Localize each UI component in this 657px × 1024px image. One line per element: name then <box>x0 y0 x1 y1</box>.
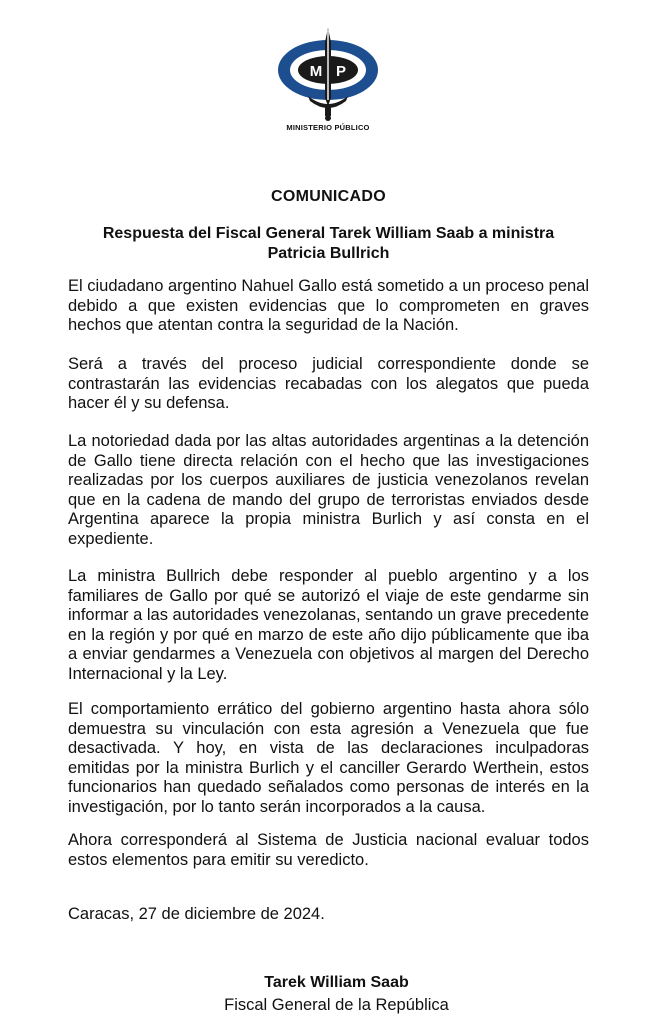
signature-title: Fiscal General de la República <box>224 996 449 1014</box>
paragraph-2: Será a través del proceso judicial correspondiente donde se contrastarán las evidencias recabadas con los alegatos que pueda hacer él y su defensa. <box>68 355 589 413</box>
paragraph-6: Ahora corresponderá al Sistema de Justicia nacional evaluar todos estos elementos para emitir su veredicto. <box>68 831 589 869</box>
paragraph-1: El ciudadano argentino Nahuel Gallo está sometido a un proceso penal debido a que existen evidencias que lo comprometen en graves hechos que atentan contra la seguridad de la Nación. <box>68 277 590 335</box>
signature-name: Tarek William Saab <box>264 974 409 991</box>
paragraph-3: La notoriedad dada por las altas autoridades argentinas a la detención de Gallo tiene directa relación con el hecho que las investigaciones realizadas por los cuerpos auxiliares de justicia venezolanos revelan que en la cadena de mando del grupo de terroristas enviados desde Argentina aparece la propia ministra Burlich y así consta en el expediente. <box>68 432 589 548</box>
sword-emblem-icon <box>270 26 386 122</box>
logo-caption: MINISTERIO PÚBLICO <box>286 123 370 132</box>
ministerio-publico-logo <box>270 26 386 136</box>
paragraph-4: La ministra Bullrich debe responder al pueblo argentino y a los familiares de Gallo por qué se autorizó el viaje de este gendarme sin informar a las autoridades venezolanas, sentando un grave precedente en la región y por qué en marzo de este año dijo públicamente que iba a enviar gendarmes a Venezuela con objetivos al margen del Derecho Internacional y la Ley. <box>68 567 590 683</box>
date-line: Caracas, 27 de diciembre de 2024. <box>68 905 325 923</box>
document-subheading: Respuesta del Fiscal General Tarek William Saab a ministra Patricia Bullrich <box>102 225 555 262</box>
logo-letter-m: M P <box>309 63 347 80</box>
paragraph-5: El comportamiento errático del gobierno argentino hasta ahora sólo demuestra su vinculación con esta agresión a Venezuela que fue desactivada. Y hoy, en vista de las declaraciones inculpadoras emitidas por la ministra Burlich y el canciller Gerardo Werthein, estos funcionarios han quedado señalados como personas de interés en la investigación, por lo tanto serán incorporados a la causa. <box>68 700 589 816</box>
document-heading: COMUNICADO <box>271 188 386 205</box>
